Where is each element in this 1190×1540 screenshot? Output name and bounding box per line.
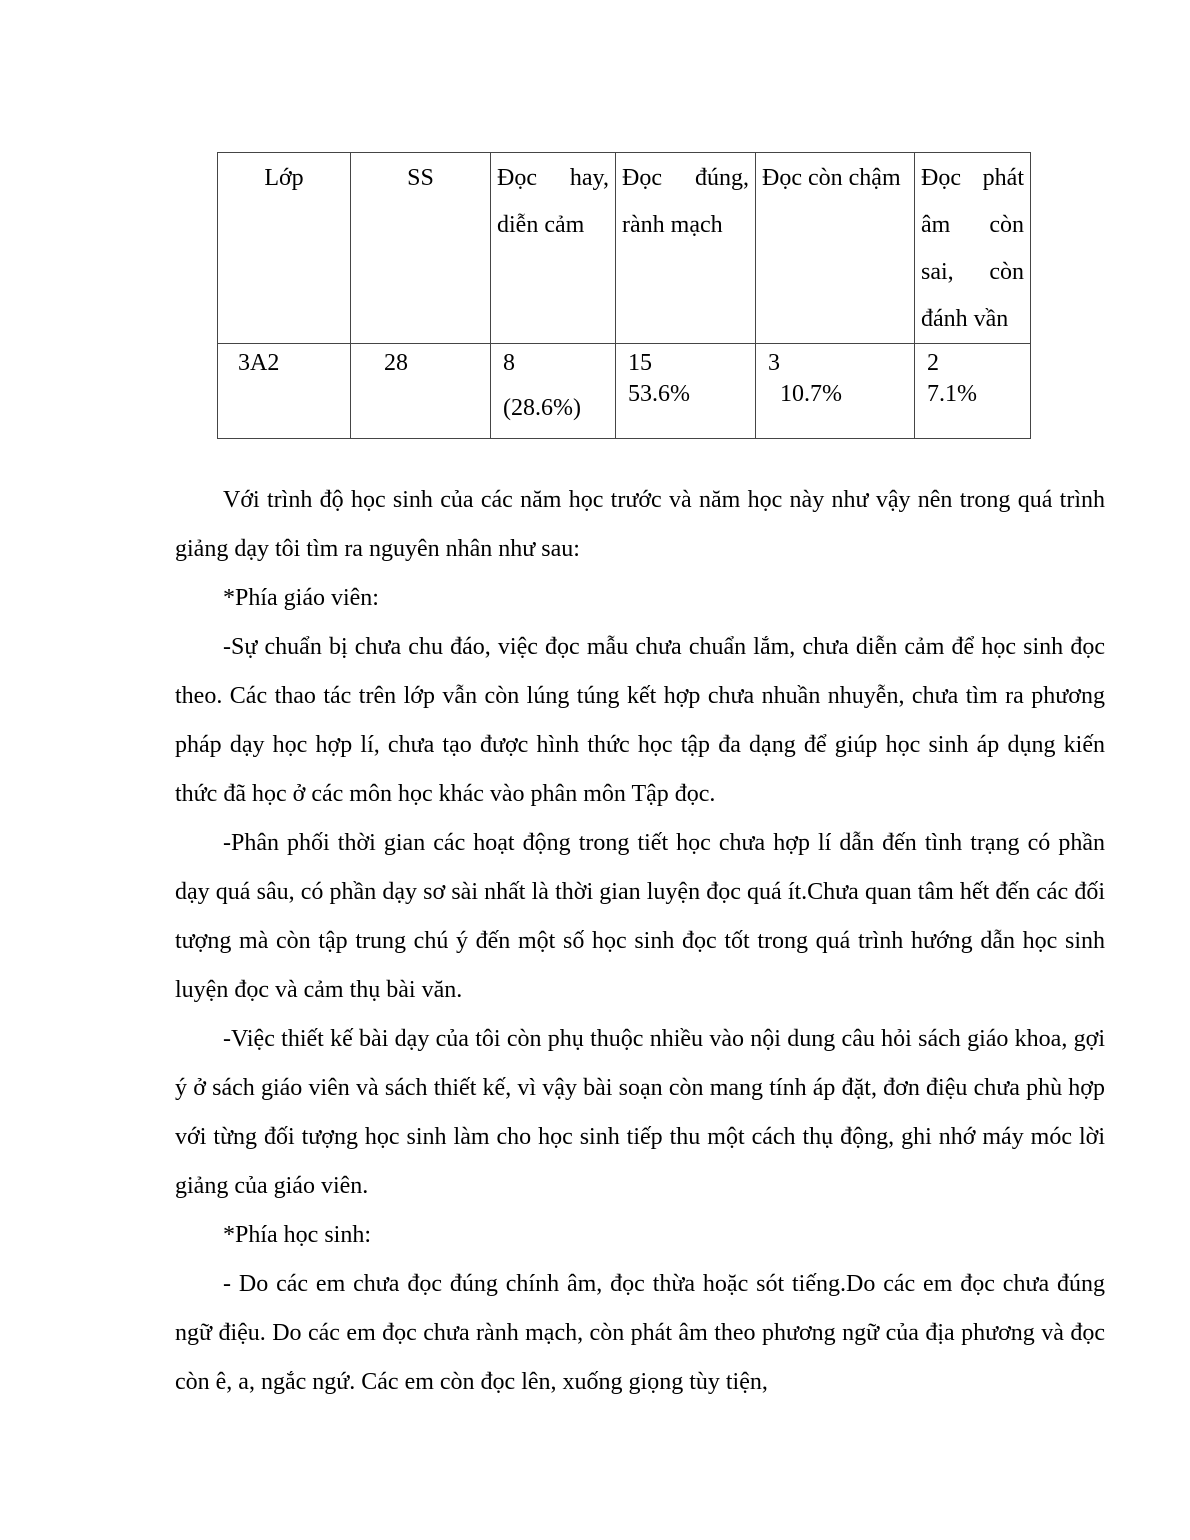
table-header-row [218,153,1031,344]
paragraph-lesson-design: -Việc thiết kế bài dạy của tôi còn phụ thuộc nhiều vào nội dung câu hỏi sách giáo khoa, gợi ý ở sách giáo viên và sách thiết kế, vì vậy bài soạn còn mang tính áp đặt, đơn điệu chưa phù hợp với từng đối tượng học sinh làm cho học sinh tiếp thu một cách thụ động, ghi nhớ máy móc lời giảng của giáo viên. [175,1026,1105,1199]
header-read-mispronounce: Đọc phát âm còn sai, còn đánh vần [915,153,1031,344]
read-mispronounce-count: 2 [927,350,939,376]
read-well-percent: (28.6%) [503,395,581,421]
header-read-slow: Đọc còn chậm [756,153,915,344]
paragraph-teacher-preparation: -Sự chuẩn bị chưa chu đáo, việc đọc mẫu chưa chuẩn lắm, chưa diễn cảm để học sinh đọc theo. Các thao tác trên lớp vẫn còn lúng túng kết hợp chưa nhuần nhuyễn, chưa tìm ra phương pháp dạy học hợp lí, chưa tạo được hình thức học tập đa dạng để giúp học sinh áp dụng kiến thức đã học ở các môn học khác vào phân môn Tập đọc. [175,634,1105,807]
reading-level-table [217,152,1031,439]
cell-read-slow [756,344,915,439]
header-read-well: Đọc hay, diễn cảm [491,153,616,344]
read-correct-percent: 53.6% [628,381,690,407]
cell-class-size [351,344,491,439]
table-data-row [218,344,1031,439]
read-slow-percent: 10.7% [780,381,842,407]
read-mispronounce-percent: 7.1% [927,381,977,407]
cell-class-name [218,344,351,439]
read-correct-count: 15 [628,350,652,376]
header-class: Lớp [218,153,351,344]
class-name-value: 3A2 [238,350,280,376]
paragraph-intro: Với trình độ học sinh của các năm học trước và năm học này như vậy nên trong quá trình giảng dạy tôi tìm ra nguyên nhân như sau: [175,487,1105,562]
class-size-value: 28 [384,350,408,376]
read-slow-count: 3 [768,350,780,376]
cell-read-correct [616,344,756,439]
heading-student-side: *Phía học sinh: [223,1222,371,1248]
heading-teacher-side: *Phía giáo viên: [223,585,379,611]
paragraph-time-allocation: -Phân phối thời gian các hoạt động trong tiết học chưa hợp lí dẫn đến tình trạng có phần dạy quá sâu, có phần dạy sơ sài nhất là thời gian luyện đọc quá ít.Chưa quan tâm hết đến các đối tượng mà còn tập trung chú ý đến một số học sinh đọc tốt trong quá trình hướng dẫn học sinh luyện đọc và cảm thụ bài văn. [175,830,1105,1003]
body-text [175,476,1105,1407]
header-class-size: SS [351,153,491,344]
cell-read-mispronounce [915,344,1031,439]
header-read-correct: Đọc đúng, rành mạch [616,153,756,344]
cell-read-well [491,344,616,439]
paragraph-student-reasons: - Do các em chưa đọc đúng chính âm, đọc thừa hoặc sót tiếng.Do các em đọc chưa đúng ngữ điệu. Do các em đọc chưa rành mạch, còn phát âm theo phương ngữ của địa phương và đọc còn ê, a, ngắc ngứ. Các em còn đọc lên, xuống giọng tùy tiện, [175,1271,1105,1395]
read-well-count: 8 [503,350,515,376]
